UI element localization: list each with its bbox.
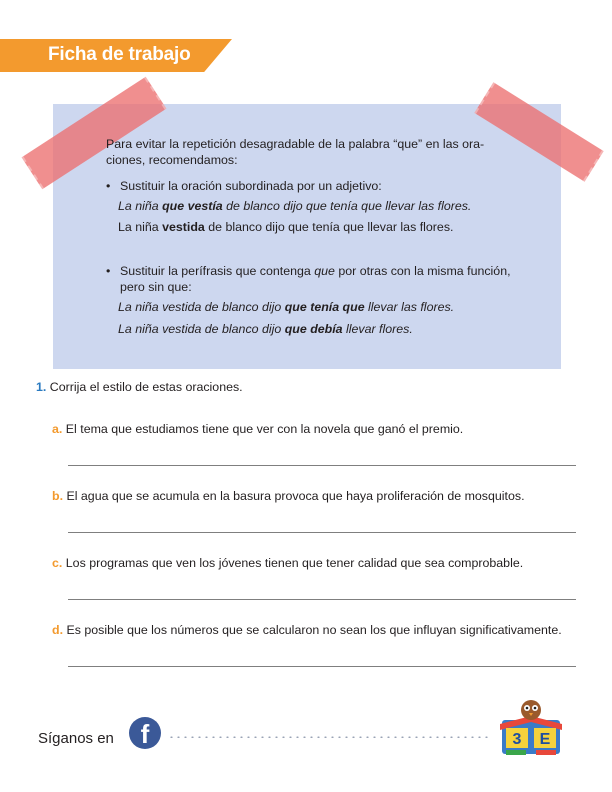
answer-line-b[interactable] — [68, 532, 576, 533]
example-1a: La niña que vestía de blanco dijo que tenía que llevar las flores. — [118, 199, 472, 213]
svg-text:3: 3 — [512, 731, 522, 748]
publisher-logo — [496, 690, 566, 760]
exercise-instruction: 1. Corrija el estilo de estas oraciones. — [36, 380, 243, 394]
bullet-icon: • — [106, 264, 111, 278]
example-2a: La niña vestida de blanco dijo que tenía que llevar las flores. — [118, 300, 455, 314]
example-2b: La niña vestida de blanco dijo que debía llevar flores. — [118, 322, 413, 336]
exercise-item-d: d. Es posible que los números que se calcularon no sean los que influyan significativamente. — [52, 623, 562, 637]
follow-us-label: Síganos en — [38, 730, 114, 747]
intro-line-1: Para evitar la repetición desagradable de la palabra “que” en las ora- — [106, 137, 485, 151]
exercise-item-b: b. El agua que se acumula en la basura provoca que haya proliferación de mosquitos. — [52, 489, 525, 503]
exercise-item-a: a. El tema que estudiamos tiene que ver con la novela que ganó el premio. — [52, 422, 464, 436]
page-title: Ficha de trabajo — [48, 44, 191, 65]
bullet-1-text: Sustituir la oración subordinada por un adjetivo: — [120, 179, 382, 193]
answer-line-a[interactable] — [68, 465, 576, 466]
dotted-divider — [168, 736, 490, 738]
intro-line-2: ciones, recomendamos: — [106, 153, 238, 167]
answer-line-d[interactable] — [68, 666, 576, 667]
bullet-2-text-line-2: pero sin que: — [120, 280, 192, 294]
bullet-icon: • — [106, 179, 111, 193]
bullet-2-text: Sustituir la perífrasis que contenga que por otras con la misma función, — [120, 264, 511, 278]
answer-line-c[interactable] — [68, 599, 576, 600]
facebook-glyph: f — [140, 719, 150, 749]
facebook-icon[interactable] — [129, 717, 161, 749]
exercise-item-c: c. Los programas que ven los jóvenes tienen que tener calidad que sea comprobable. — [52, 556, 524, 570]
svg-text:E: E — [539, 731, 551, 748]
example-1b: La niña vestida de blanco dijo que tenía que llevar las flores. — [118, 220, 454, 234]
